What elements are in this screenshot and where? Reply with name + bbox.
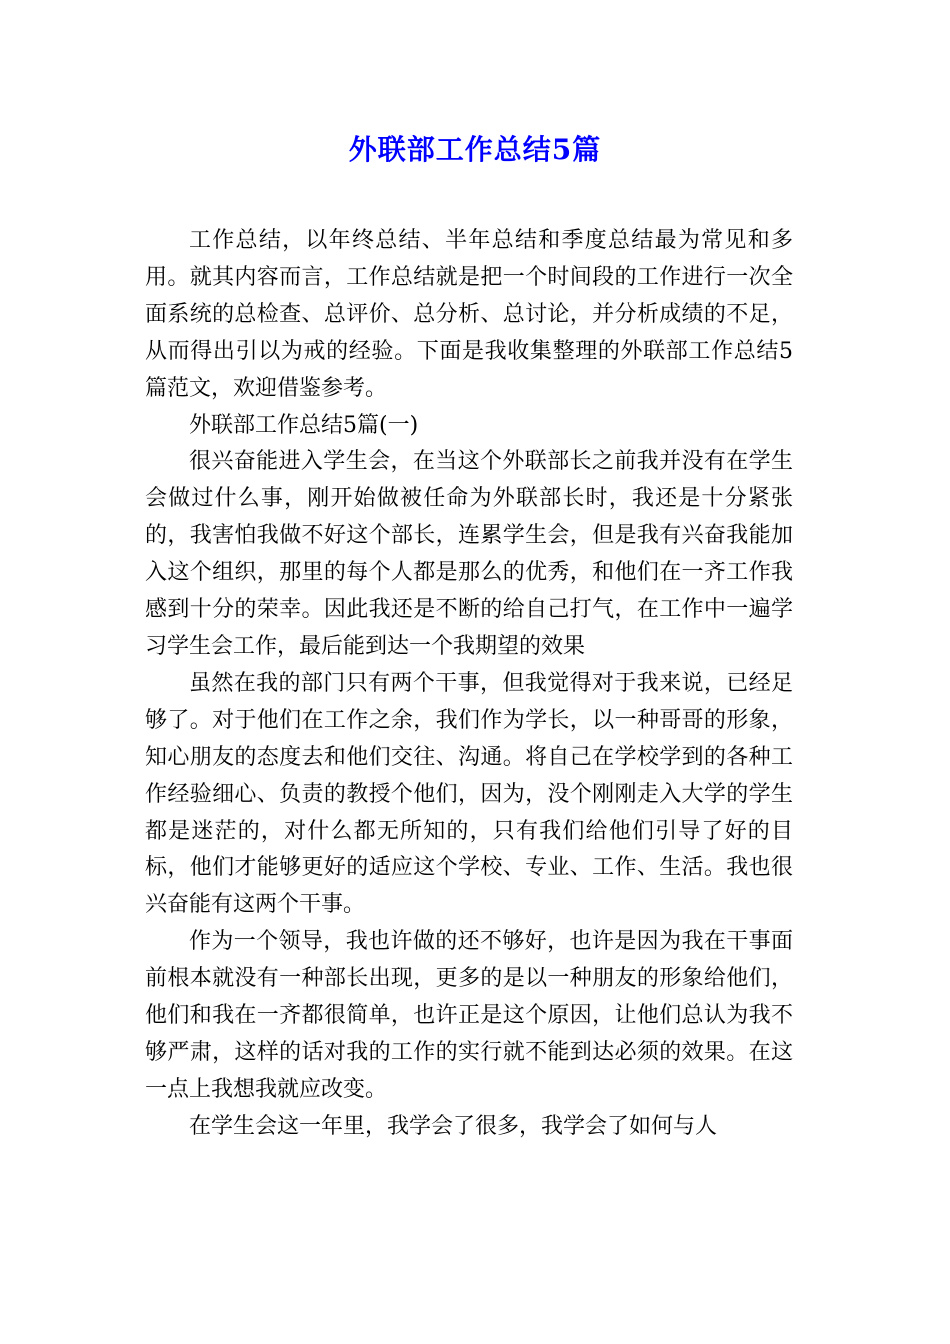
paragraph: 虽然在我的部门只有两个干事，但我觉得对于我来说，已经足够了。对于他们在工作之余，我们作为学长，以一种哥哥的形象，知心朋友的态度去和他们交往、沟通。将自己在学校学到的各种工作经验细心、负责的教授个他们，因为，没个刚刚走入大学的学生都是迷茫的，对什么都无所知的，只有我们给他们引导了好的目标，他们才能够更好的适应这个学校、专业、工作、生活。我也很兴奋能有这两个干事。	[145, 670, 793, 918]
paragraph-intro: 工作总结，以年终总结、半年总结和季度总结最为常见和多用。就其内容而言，工作总结就是把一个时间段的工作进行一次全面系统的总检查、总评价、总分析、总讨论，并分析成绩的不足，从而得出引以为戒的经验。下面是我收集整理的外联部工作总结5篇范文，欢迎借鉴参考。	[145, 228, 793, 401]
paragraph: 很兴奋能进入学生会，在当这个外联部长之前我并没有在学生会做过什么事，刚开始做被任命为外联部长时，我还是十分紧张的，我害怕我做不好这个部长，连累学生会，但是我有兴奋我能加入这个组织，那里的每个人都是那么的优秀，和他们在一齐工作我感到十分的荣幸。因此我还是不断的给自己打气，在工作中一遍学习学生会工作，最后能到达一个我期望的效果	[145, 449, 793, 659]
paragraph: 在学生会这一年里，我学会了很多，我学会了如何与人	[189, 1113, 718, 1139]
section-heading: 外联部工作总结5篇(一)	[189, 412, 419, 438]
document-body	[145, 223, 793, 1146]
document-title: 外联部工作总结5篇	[348, 133, 602, 166]
paragraph: 作为一个领导，我也许做的还不够好，也许是因为我在干事面前根本就没有一种部长出现，更多的是以一种朋友的形象给他们，他们和我在一齐都很简单，也许正是这个原因，让他们总认为我不够严肃，这样的话对我的工作的实行就不能到达必须的效果。在这一点上我想我就应改变。	[145, 929, 793, 1102]
